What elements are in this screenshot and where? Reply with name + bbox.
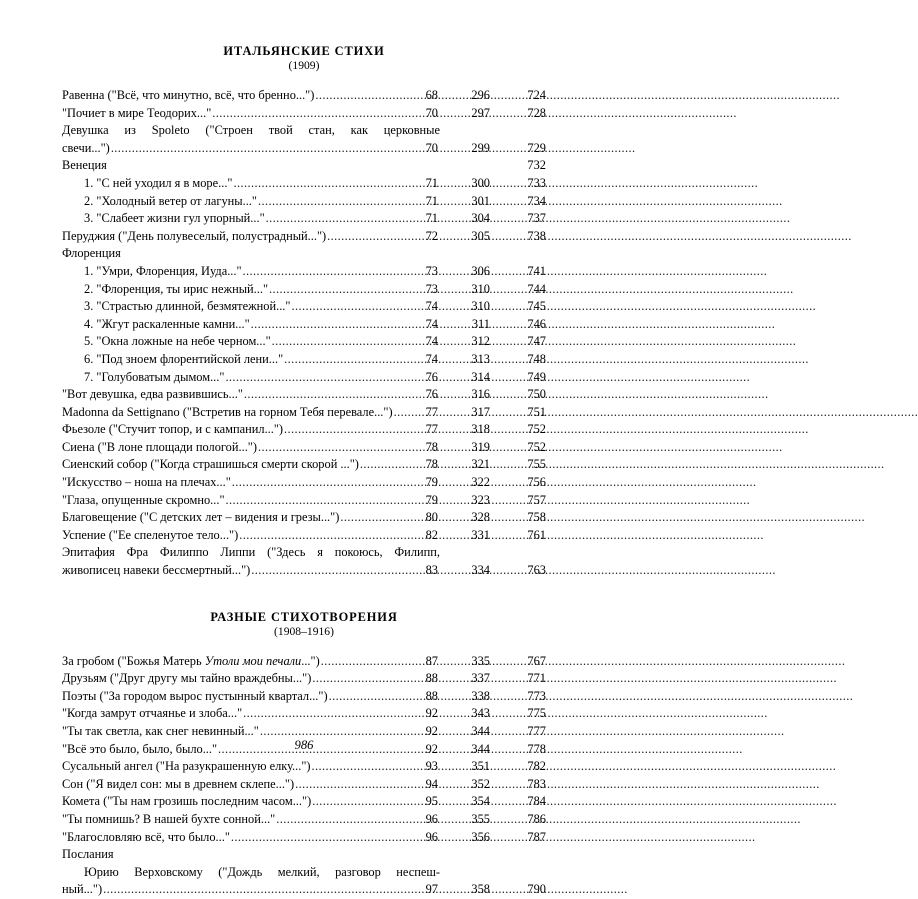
toc-entry[interactable] bbox=[62, 653, 546, 671]
page-ref-col2: 310 bbox=[471, 281, 490, 296]
toc-entry-title bbox=[62, 281, 396, 299]
toc-entry-label: "Благословляю всё, что было..." bbox=[62, 829, 230, 844]
toc-entry-title bbox=[62, 228, 396, 246]
page-ref-col1: 71 bbox=[425, 193, 438, 208]
page-ref-col2: 338 bbox=[471, 688, 490, 703]
toc-entry-title bbox=[62, 439, 396, 457]
page-ref-col3: 724 bbox=[527, 88, 546, 102]
page-ref-col1: 76 bbox=[425, 387, 438, 402]
page-ref-col2: 335 bbox=[471, 653, 490, 668]
toc-entry[interactable] bbox=[62, 193, 546, 211]
toc-entry-title bbox=[62, 776, 396, 794]
toc-entry-title bbox=[62, 562, 396, 580]
page-ref-col2: 328 bbox=[471, 510, 490, 525]
page-ref-col1: 70 bbox=[425, 105, 438, 120]
page-ref-col1: 79 bbox=[425, 475, 438, 490]
section-gap bbox=[62, 580, 546, 610]
page-ref-col2: 323 bbox=[471, 492, 490, 507]
toc-entry-title bbox=[62, 688, 396, 706]
toc-entry-label: 2. "Холодный ветер от лагуны..." bbox=[84, 193, 257, 208]
toc-group-heading[interactable] bbox=[62, 157, 546, 175]
page-ref-col1: 88 bbox=[425, 688, 438, 703]
toc-entry[interactable] bbox=[62, 492, 546, 510]
toc-list bbox=[62, 87, 546, 580]
toc-entry-label: За гробом ("Божья Матерь bbox=[62, 653, 205, 668]
page-ref-col1: 92 bbox=[425, 741, 438, 756]
page-ref-col1: 74 bbox=[425, 334, 438, 349]
page-ref-col3: 782 bbox=[527, 759, 546, 774]
page-ref-col1: 83 bbox=[425, 563, 438, 578]
toc-entry-title bbox=[62, 105, 396, 123]
toc-entry-title bbox=[62, 705, 396, 723]
page-ref-col3: 734 bbox=[527, 193, 546, 208]
page-ref-col1: 88 bbox=[425, 671, 438, 686]
toc-entry[interactable] bbox=[62, 228, 546, 246]
toc-entry-title bbox=[62, 87, 396, 105]
toc-entry-label: "Ты так светла, как снег невинный..." bbox=[62, 724, 259, 738]
sections-root bbox=[62, 44, 546, 899]
toc-entry-label: Madonna da Settignano ("Встретив на горном Тебя перевале...") bbox=[62, 404, 393, 419]
page-ref-col1: 92 bbox=[425, 706, 438, 721]
page-ref-col2: 304 bbox=[471, 211, 490, 226]
toc-entry-line1: Девушка из Spoleto ("Строен твой стан, как церковные bbox=[62, 123, 440, 138]
page-ref-col1: 74 bbox=[425, 316, 438, 331]
toc-entry-title bbox=[62, 157, 396, 175]
toc-entry[interactable] bbox=[62, 562, 546, 580]
toc-entry[interactable] bbox=[62, 140, 546, 158]
toc-entry-label: Равенна ("Всё, что минутно, всё, что бренно...") bbox=[62, 88, 315, 102]
page-ref-col2: 297 bbox=[471, 105, 490, 120]
toc-entry-label: Друзьям ("Друг другу мы тайно враждебны...") bbox=[62, 671, 312, 686]
toc-entry-label: "Всё это было, было, было..." bbox=[62, 741, 218, 756]
toc-entry-title bbox=[62, 881, 396, 899]
page-ref-col3: 763 bbox=[527, 563, 546, 578]
page-ref-col2: 358 bbox=[471, 882, 490, 897]
toc-entry[interactable] bbox=[62, 758, 546, 776]
toc-entry[interactable] bbox=[62, 386, 546, 404]
toc-entry[interactable] bbox=[62, 105, 546, 123]
toc-entry-title bbox=[62, 509, 396, 527]
toc-entry[interactable] bbox=[62, 776, 546, 794]
page-ref-col1: 80 bbox=[425, 510, 438, 525]
dot-leader bbox=[284, 421, 809, 439]
page-ref-col2: 356 bbox=[471, 829, 490, 844]
page-ref-col3: 749 bbox=[527, 369, 546, 384]
toc-entry-label: "Вот девушка, едва развившись..." bbox=[62, 387, 243, 402]
page-ref-col3: 746 bbox=[527, 316, 546, 331]
toc-entry-label: Поэты ("За городом вырос пустынный квартал...") bbox=[62, 688, 328, 703]
toc-entry[interactable] bbox=[62, 421, 546, 439]
toc-entry[interactable] bbox=[62, 829, 546, 847]
toc-entry-title bbox=[62, 829, 396, 847]
toc-entry[interactable] bbox=[62, 474, 546, 492]
page-ref-col3: 755 bbox=[527, 457, 546, 472]
page-ref-col3: 783 bbox=[527, 776, 546, 791]
toc-entry-title bbox=[62, 492, 396, 510]
page-ref-col2: 343 bbox=[471, 706, 490, 721]
page-ref-col3: 786 bbox=[527, 811, 546, 826]
toc-entry[interactable] bbox=[62, 688, 546, 706]
page-ref-col1: 73 bbox=[425, 281, 438, 296]
toc-entry-label: 2. "Флоренция, ты ирис нежный..." bbox=[84, 281, 269, 296]
toc-entry[interactable] bbox=[62, 210, 546, 228]
page-ref-col2: 305 bbox=[471, 228, 490, 243]
page-ref-col3: 756 bbox=[527, 475, 546, 490]
page-ref-col3: 744 bbox=[527, 281, 546, 296]
dot-leader bbox=[295, 776, 820, 794]
page-ref-col3: 790 bbox=[527, 882, 546, 897]
page-ref-col1: 96 bbox=[425, 829, 438, 844]
page-ref-col3: 777 bbox=[527, 724, 546, 738]
page-ref-col3: 757 bbox=[527, 492, 546, 507]
toc-entry-label: 1. "Умри, Флоренция, Иуда..." bbox=[84, 263, 242, 278]
page-ref-col3: 787 bbox=[527, 829, 546, 844]
header-gap bbox=[62, 638, 546, 653]
page-ref-col1: 76 bbox=[425, 369, 438, 384]
page-ref-col3: 758 bbox=[527, 510, 546, 525]
page-ref-col1: 82 bbox=[425, 527, 438, 542]
page-ref-col2: 312 bbox=[471, 334, 490, 349]
toc-entry-title bbox=[62, 245, 396, 263]
page-ref-col3: 750 bbox=[527, 387, 546, 402]
toc-entry-title bbox=[62, 316, 396, 334]
page-folio: 986 bbox=[294, 738, 314, 752]
toc-entry-title bbox=[62, 793, 396, 811]
toc-entry-line1: Юрию Верховскому ("Дождь мелкий, разговор неспеш- bbox=[84, 864, 440, 879]
page-ref-col2: 318 bbox=[471, 422, 490, 437]
page-ref-col3: 751 bbox=[527, 404, 546, 419]
page-ref-col3: 752 bbox=[527, 422, 546, 437]
toc-entry[interactable] bbox=[62, 298, 546, 316]
toc-entry[interactable] bbox=[62, 281, 546, 299]
toc-entry[interactable] bbox=[62, 811, 546, 829]
page-ref-col3: 752 bbox=[527, 439, 546, 454]
toc-entry-label: 1. "С ней уходил я в море..." bbox=[84, 175, 233, 190]
page-ref-col1: 77 bbox=[425, 422, 438, 437]
toc-entry-title bbox=[62, 653, 396, 671]
page-ref-col1: 94 bbox=[425, 776, 438, 791]
page-ref-col1: 70 bbox=[425, 140, 438, 155]
page-ref-col2: 354 bbox=[471, 794, 490, 809]
toc-entry[interactable] bbox=[62, 509, 546, 527]
toc-entry-title bbox=[62, 846, 396, 864]
page-ref-col1: 87 bbox=[425, 653, 438, 668]
page-ref-col2: 296 bbox=[471, 88, 490, 102]
toc-entry-title bbox=[62, 386, 396, 404]
page-ref-col3: 775 bbox=[527, 706, 546, 721]
page-ref-col1: 96 bbox=[425, 811, 438, 826]
toc-entry-label: Благовещение ("С детских лет – видения и грезы...") bbox=[62, 510, 340, 525]
dot-leader bbox=[111, 140, 636, 158]
toc-entry-title bbox=[62, 210, 396, 228]
page-ref-col3: 733 bbox=[527, 175, 546, 190]
page-ref-col1: 71 bbox=[425, 175, 438, 190]
toc-entry-title bbox=[62, 193, 396, 211]
page-ref-col2: 344 bbox=[471, 741, 490, 756]
page-ref-col1: 73 bbox=[425, 263, 438, 278]
toc-entry[interactable] bbox=[62, 404, 546, 422]
toc-entry[interactable] bbox=[62, 369, 546, 387]
toc-entry-label: Сон ("Я видел сон: мы в древнем склепе...") bbox=[62, 776, 295, 791]
toc-group-heading[interactable] bbox=[62, 846, 546, 864]
toc-entry-title bbox=[62, 456, 396, 474]
toc-entry-title bbox=[62, 474, 396, 492]
page-ref-col1: 97 bbox=[425, 882, 438, 897]
page-ref-col2: 313 bbox=[471, 351, 490, 366]
toc-entry-title bbox=[62, 298, 396, 316]
toc-entry-title bbox=[62, 175, 396, 193]
toc-entry-label: "Когда замрут отчаянье и злоба..." bbox=[62, 706, 243, 721]
page-ref-col2: 317 bbox=[471, 404, 490, 419]
toc-entry-label: Перуджия ("День полувеселый, полустрадный...") bbox=[62, 228, 327, 243]
toc-entry-title bbox=[62, 670, 396, 688]
toc-entry[interactable] bbox=[62, 351, 546, 369]
toc-entry-label: "Почиет в мире Теодорих..." bbox=[62, 105, 212, 120]
toc-entry-label: Успение ("Ее спеленутое тело...") bbox=[62, 527, 239, 542]
toc-entry-label-italic: Утоли мои печали bbox=[204, 653, 302, 668]
page-ref-col2: 314 bbox=[471, 369, 490, 384]
page-ref-col1: 74 bbox=[425, 299, 438, 314]
page-ref-col2: 322 bbox=[471, 475, 490, 490]
toc-entry-label: Сиена ("В лоне площади пологой...") bbox=[62, 439, 257, 454]
section-years: (1909) bbox=[288, 59, 320, 72]
page-ref-col2: 321 bbox=[471, 457, 490, 472]
page-ref-col2: 334 bbox=[471, 563, 490, 578]
section-title: ИТАЛЬЯНСКИЕ СТИХИ bbox=[223, 44, 385, 58]
toc-entry-label: "Ты помнишь? В нашей бухте сонной..." bbox=[62, 811, 276, 826]
page-ref-col1: 95 bbox=[425, 794, 438, 809]
toc-entry-label: живописец навеки бессмертный...") bbox=[62, 563, 251, 578]
toc-entry[interactable] bbox=[62, 175, 546, 193]
toc-entry-title bbox=[62, 758, 396, 776]
page-ref-col2: 344 bbox=[471, 724, 490, 738]
page-ref-col3: 729 bbox=[527, 140, 546, 155]
page-ref-col2: 300 bbox=[471, 175, 490, 190]
toc-entry-label: Комета ("Ты нам грозишь последним часом...") bbox=[62, 794, 312, 809]
toc-entry[interactable] bbox=[62, 456, 546, 474]
toc-entry-title bbox=[62, 369, 396, 387]
toc-entry-title bbox=[62, 333, 396, 351]
toc-entry[interactable] bbox=[62, 87, 546, 105]
toc-entry[interactable] bbox=[62, 439, 546, 457]
toc-entry[interactable] bbox=[62, 527, 546, 545]
dot-leader bbox=[103, 881, 628, 899]
dot-leader bbox=[315, 87, 840, 105]
page-ref-col2: 316 bbox=[471, 387, 490, 402]
page-ref-col1: 71 bbox=[425, 211, 438, 226]
page-ref-col2: 351 bbox=[471, 759, 490, 774]
page-ref-col1: 77 bbox=[425, 404, 438, 419]
page-ref-col3: 784 bbox=[527, 794, 546, 809]
header-gap bbox=[62, 72, 546, 87]
toc-entry[interactable] bbox=[62, 881, 546, 899]
toc-entry-title bbox=[62, 263, 396, 281]
toc-entry-label-tail: ...") bbox=[301, 653, 320, 668]
page-ref-col2: 306 bbox=[471, 263, 490, 278]
page-ref-col3: 732 bbox=[527, 158, 546, 173]
page-ref-col3: 737 bbox=[527, 211, 546, 226]
toc-entry[interactable] bbox=[62, 793, 546, 811]
toc-entry-label: Венеция bbox=[62, 158, 107, 173]
toc-entry-label: 7. "Голубоватым дымом..." bbox=[84, 369, 225, 384]
toc-content bbox=[62, 0, 546, 899]
toc-list bbox=[62, 653, 546, 899]
page-ref-col3: 761 bbox=[527, 527, 546, 542]
page-ref-col1: 68 bbox=[425, 88, 438, 102]
page-ref-col3: 767 bbox=[527, 653, 546, 668]
toc-entry-line1: Эпитафия Фра Филиппо Липпи ("Здесь я покоюсь, Филипп, bbox=[62, 545, 440, 560]
page-ref-col3: 771 bbox=[527, 671, 546, 686]
page-ref-col1: 72 bbox=[425, 228, 438, 243]
toc-entry-label: 4. "Жгут раскаленные камни..." bbox=[84, 316, 250, 331]
toc-entry-label: свечи...") bbox=[62, 140, 110, 155]
page-ref-col1: 93 bbox=[425, 759, 438, 774]
toc-entry-title bbox=[62, 421, 396, 439]
page-ref-col1: 74 bbox=[425, 351, 438, 366]
dot-leader bbox=[284, 351, 809, 369]
toc-entry-label: 5. "Окна ложные на небе черном..." bbox=[84, 334, 271, 349]
toc-entry-title bbox=[62, 351, 396, 369]
page-ref-col1: 79 bbox=[425, 492, 438, 507]
toc-entry[interactable] bbox=[62, 333, 546, 351]
page-ref-col3: 747 bbox=[527, 334, 546, 349]
toc-entry-label: Сиенский собор ("Когда страшишься смерти скорой ...") bbox=[62, 457, 359, 472]
page-ref-col3: 778 bbox=[527, 741, 546, 756]
section-title: РАЗНЫЕ СТИХОТВОРЕНИЯ bbox=[210, 609, 398, 624]
section-years: (1908–1916) bbox=[274, 624, 334, 638]
page-ref-col1: 92 bbox=[425, 724, 438, 738]
page-ref-col2: 331 bbox=[471, 527, 490, 542]
toc-entry-title bbox=[62, 527, 396, 545]
toc-entry-label: ный...") bbox=[62, 882, 103, 897]
page-ref-col3: 773 bbox=[527, 688, 546, 703]
dot-leader bbox=[312, 670, 837, 688]
page-ref-col2: 311 bbox=[471, 316, 490, 331]
page-ref-col3: 738 bbox=[527, 228, 546, 243]
page-ref-col1: 78 bbox=[425, 457, 438, 472]
page-ref-col2: 310 bbox=[471, 299, 490, 314]
page-ref-col2: 299 bbox=[471, 140, 490, 155]
toc-entry-label: Флоренция bbox=[62, 246, 121, 261]
toc-entry[interactable] bbox=[62, 263, 546, 281]
toc-entry-label: Фьезоле ("Стучит топор, и с кампанил...") bbox=[62, 422, 284, 437]
page-ref-col2: 301 bbox=[471, 193, 490, 208]
toc-entry[interactable] bbox=[62, 670, 546, 688]
toc-entry-label: Послания bbox=[62, 847, 114, 862]
toc-entry-label: Сусальный ангел ("На разукрашенную елку...") bbox=[62, 759, 311, 774]
toc-entry-label: 3. "Слабеет жизни гул упорный..." bbox=[84, 211, 265, 226]
dot-leader bbox=[312, 793, 837, 811]
toc-group-heading[interactable] bbox=[62, 245, 546, 263]
page-ref-col1: 78 bbox=[425, 439, 438, 454]
toc-entry-label: 3. "Страстью длинной, безмятежной..." bbox=[84, 299, 291, 314]
toc-entry-title bbox=[62, 811, 396, 829]
page-ref-col2: 319 bbox=[471, 439, 490, 454]
toc-entry[interactable] bbox=[62, 705, 546, 723]
toc-entry-title bbox=[62, 140, 396, 158]
toc-entry-label: "Искусство – ноша на плечах..." bbox=[62, 475, 231, 490]
toc-entry[interactable] bbox=[62, 316, 546, 334]
page-ref-col3: 748 bbox=[527, 351, 546, 366]
page-ref-col3: 741 bbox=[527, 263, 546, 278]
toc-entry-label: 6. "Под зноем флорентийской лени..." bbox=[84, 351, 284, 366]
page-ref-col3: 728 bbox=[527, 105, 546, 120]
dot-leader bbox=[312, 758, 837, 776]
page-ref-col2: 337 bbox=[471, 671, 490, 686]
toc-entry-title bbox=[62, 404, 396, 422]
dot-leader bbox=[291, 298, 816, 316]
page-ref-col2: 355 bbox=[471, 811, 490, 826]
page-ref-col2: 352 bbox=[471, 776, 490, 791]
page-ref-col3: 745 bbox=[527, 299, 546, 314]
toc-entry-label: "Глаза, опущенные скромно..." bbox=[62, 492, 225, 507]
